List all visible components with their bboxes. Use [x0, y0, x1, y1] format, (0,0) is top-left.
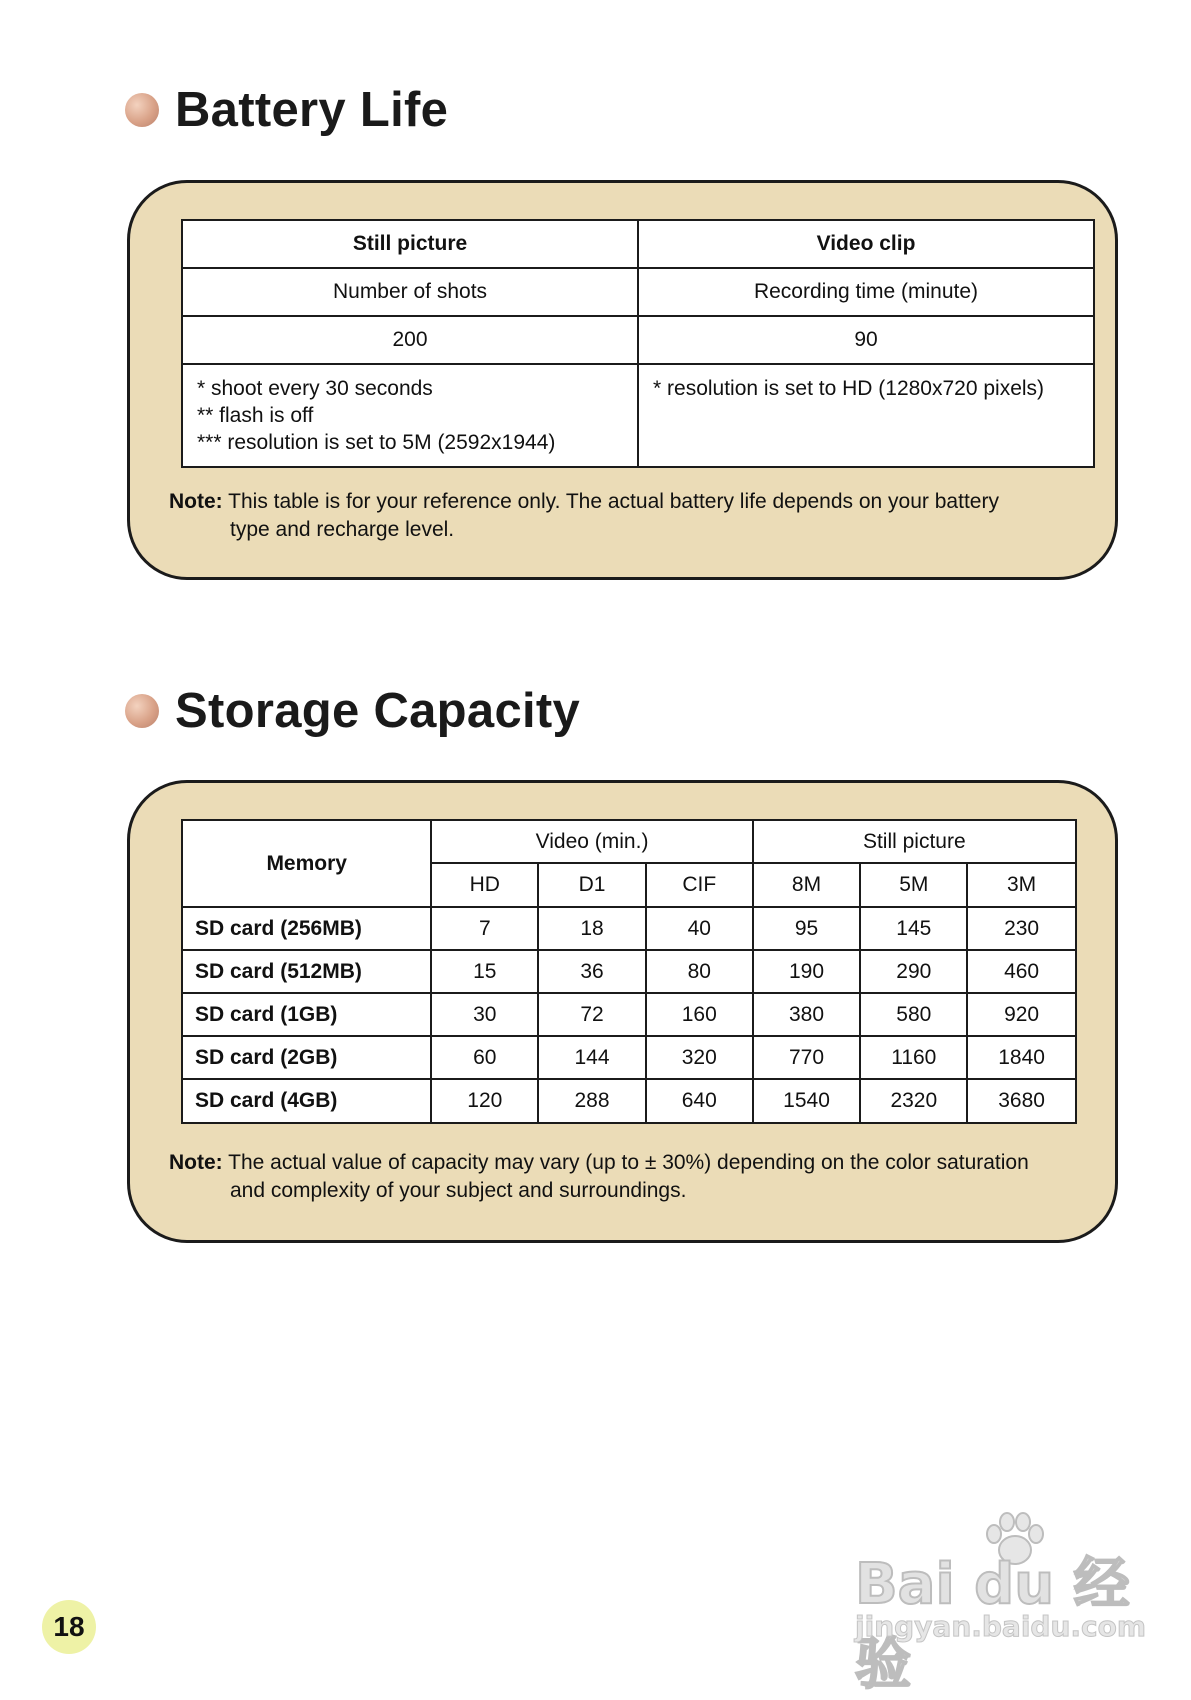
value-cell: 30 — [431, 993, 538, 1036]
subheader-recording-time: Recording time (minute) — [638, 268, 1094, 316]
storage-note — [169, 1149, 1029, 1205]
subheader-3m: 3M — [967, 863, 1076, 907]
section-title: Storage Capacity — [175, 684, 581, 738]
video-note: * resolution is set to HD (1280x720 pixels) — [638, 364, 1094, 467]
note-label: Note: — [169, 1151, 223, 1174]
watermark-url: jingyan.baidu.com — [855, 1610, 1147, 1643]
subheader-5m: 5M — [860, 863, 967, 907]
subheader-8m: 8M — [753, 863, 861, 907]
value-cell: 95 — [753, 907, 861, 950]
battery-life-panel — [127, 180, 1118, 580]
note-text: This table is for your reference only. The actual battery life depends on your battery — [228, 490, 999, 513]
page-number: 18 — [42, 1600, 96, 1654]
value-cell: 640 — [646, 1079, 753, 1123]
value-cell: 15 — [431, 950, 538, 993]
table-row — [182, 950, 1076, 993]
value-cell: 2320 — [860, 1079, 967, 1123]
value-cell: 1160 — [860, 1036, 967, 1079]
value-cell: 920 — [967, 993, 1076, 1036]
storage-capacity-heading — [125, 683, 580, 739]
bullet-icon — [125, 93, 159, 127]
value-cell: 290 — [860, 950, 967, 993]
memory-cell: SD card (512MB) — [182, 950, 431, 993]
header-video: Video (min.) — [431, 820, 752, 863]
value-cell: 144 — [538, 1036, 646, 1079]
table-row — [182, 993, 1076, 1036]
value-cell: 40 — [646, 907, 753, 950]
value-cell: 120 — [431, 1079, 538, 1123]
note-text-continued: type and recharge level. — [230, 518, 455, 541]
value-cell: 288 — [538, 1079, 646, 1123]
value-cell: 145 — [860, 907, 967, 950]
value-cell: 72 — [538, 993, 646, 1036]
value-cell: 3680 — [967, 1079, 1076, 1123]
header-still-picture: Still picture — [753, 820, 1076, 863]
table-row — [182, 1036, 1076, 1079]
memory-cell: SD card (4GB) — [182, 1079, 431, 1123]
subheader-hd: HD — [431, 863, 538, 907]
table-row — [182, 1079, 1076, 1123]
header-video-clip: Video clip — [638, 220, 1094, 268]
value-recording-time: 90 — [638, 316, 1094, 364]
table-row — [182, 907, 1076, 950]
still-notes — [182, 364, 638, 467]
value-cell: 580 — [860, 993, 967, 1036]
bullet-icon — [125, 694, 159, 728]
value-cell: 80 — [646, 950, 753, 993]
subheader-d1: D1 — [538, 863, 646, 907]
value-cell: 1540 — [753, 1079, 861, 1123]
watermark — [855, 1510, 1147, 1697]
subheader-number-of-shots: Number of shots — [182, 268, 638, 316]
battery-life-heading — [125, 82, 448, 138]
watermark-logo: Bai du 经验 — [855, 1552, 1130, 1697]
storage-capacity-panel — [127, 780, 1118, 1243]
value-shots: 200 — [182, 316, 638, 364]
note-text-continued: and complexity of your subject and surroundings. — [230, 1179, 687, 1202]
storage-capacity-table — [181, 819, 1077, 1124]
still-note: * shoot every 30 seconds — [197, 377, 433, 400]
value-cell: 770 — [753, 1036, 861, 1079]
battery-life-table — [181, 219, 1095, 468]
header-still-picture: Still picture — [182, 220, 638, 268]
still-note: ** flash is off — [197, 404, 314, 427]
note-text: The actual value of capacity may vary (up to ± 30%) depending on the color saturation — [228, 1151, 1029, 1174]
header-memory: Memory — [182, 820, 431, 907]
memory-cell: SD card (2GB) — [182, 1036, 431, 1079]
memory-cell: SD card (1GB) — [182, 993, 431, 1036]
value-cell: 320 — [646, 1036, 753, 1079]
value-cell: 1840 — [967, 1036, 1076, 1079]
value-cell: 380 — [753, 993, 861, 1036]
value-cell: 7 — [431, 907, 538, 950]
note-label: Note: — [169, 490, 223, 513]
value-cell: 160 — [646, 993, 753, 1036]
battery-note — [169, 488, 999, 544]
value-cell: 460 — [967, 950, 1076, 993]
value-cell: 230 — [967, 907, 1076, 950]
section-title: Battery Life — [175, 83, 449, 137]
value-cell: 18 — [538, 907, 646, 950]
value-cell: 190 — [753, 950, 861, 993]
value-cell: 36 — [538, 950, 646, 993]
still-note: *** resolution is set to 5M (2592x1944) — [197, 431, 556, 454]
memory-cell: SD card (256MB) — [182, 907, 431, 950]
subheader-cif: CIF — [646, 863, 753, 907]
value-cell: 60 — [431, 1036, 538, 1079]
